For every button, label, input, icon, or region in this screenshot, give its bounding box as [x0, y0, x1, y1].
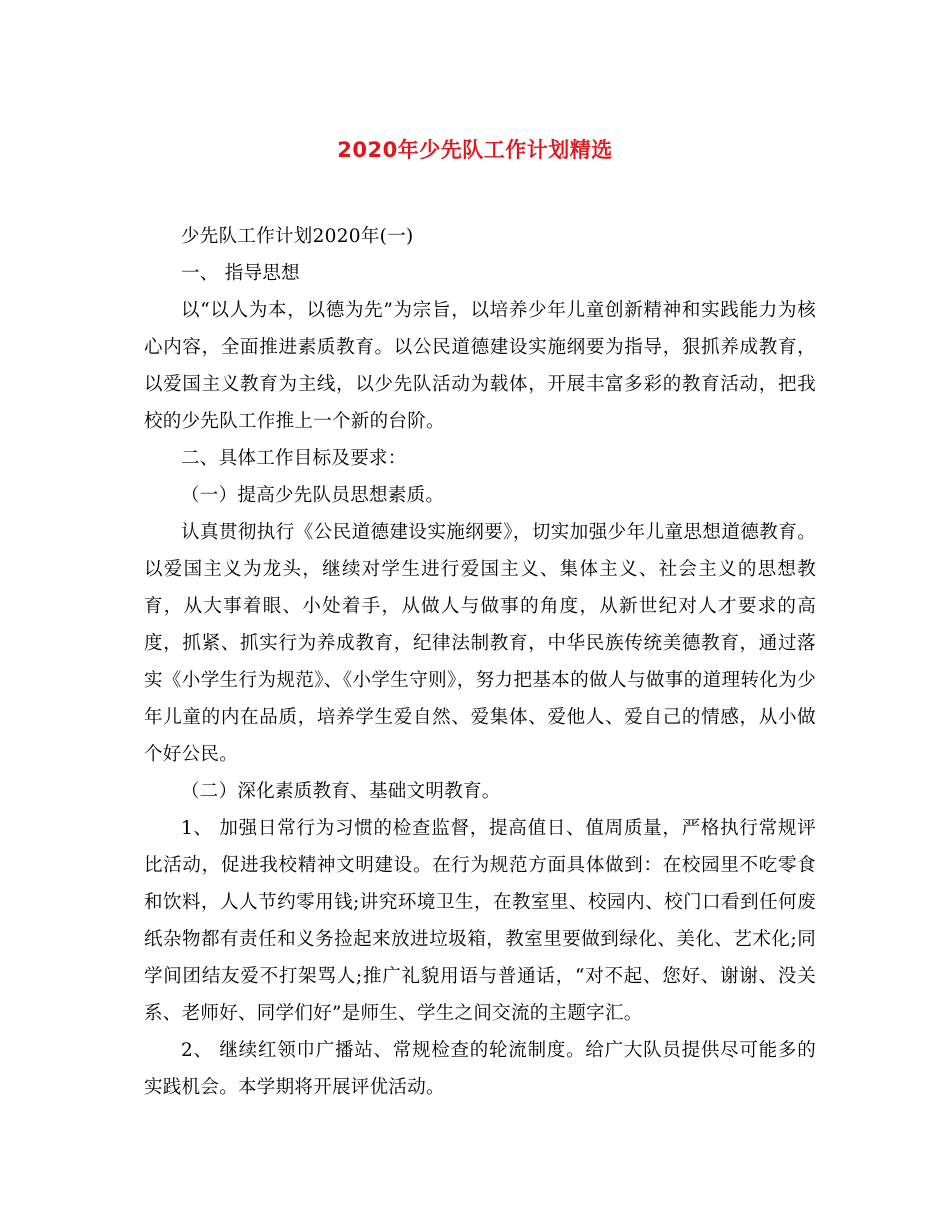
section-heading-plan-one: 少先队工作计划2020年(一): [181, 226, 414, 247]
subheading-ideological-quality: （一）提高少先队员思想素质。: [181, 485, 445, 506]
document-title: 2020年少先队工作计划精选: [337, 138, 613, 162]
subheading-quality-education: （二）深化素质教育、基础文明教育。: [181, 781, 501, 802]
document-body: [144, 218, 816, 1106]
paragraph-item-1: 1、 加强日常行为习惯的检查监督，提高值日、值周质量，严格执行常规评比活动，促进我校精神文明建设。在行为规范方面具体做到：在校园里不吃零食和饮料，人人节约零用钱;讲究环境卫生，在教室里、校园内、校门口看到任何废纸杂物都有责任和义务捡起来放进垃圾箱，教室里要做到绿化、美化、艺术化;同学间团结友爱不打架骂人;推广礼貌用语与普通话，“对不起、您好、谢谢、没关系、老师好、同学们好”是师生、学生之间交流的主题字汇。: [144, 818, 816, 1024]
paragraph-ideological-quality: 认真贯彻执行《公民道德建设实施纲要》，切实加强少年儿童思想道德教育。以爱国主义为龙头，继续对学生进行爱国主义、集体主义、社会主义的思想教育，从大事着眼、小处着手，从做人与做事的角度，从新世纪对人才要求的高度，抓紧、抓实行为养成教育，纪律法制教育，中华民族传统美德教育，通过落实《小学生行为规范》、《小学生守则》，努力把基本的做人与做事的道理转化为少年儿童的内在品质，培养学生爱自然、爱集体、爱他人、爱自己的情感，从小做个好公民。: [144, 522, 816, 765]
heading-goals-requirements: 二、具体工作目标及要求：: [181, 448, 407, 469]
heading-guiding-ideology: 一、 指导思想: [181, 263, 300, 284]
paragraph-guiding-ideology: 以“以人为本，以德为先”为宗旨，以培养少年儿童创新精神和实践能力为核心内容，全面推进素质教育。以公民道德建设实施纲要为指导，狠抓养成教育，以爱国主义教育为主线，以少先队活动为载体，开展丰富多彩的教育活动，把我校的少先队工作推上一个新的台阶。: [144, 300, 816, 432]
paragraph-item-2: 2、 继续红领巾广播站、常规检查的轮流制度。给广大队员提供尽可能多的实践机会。本学期将开展评优活动。: [144, 1040, 816, 1098]
